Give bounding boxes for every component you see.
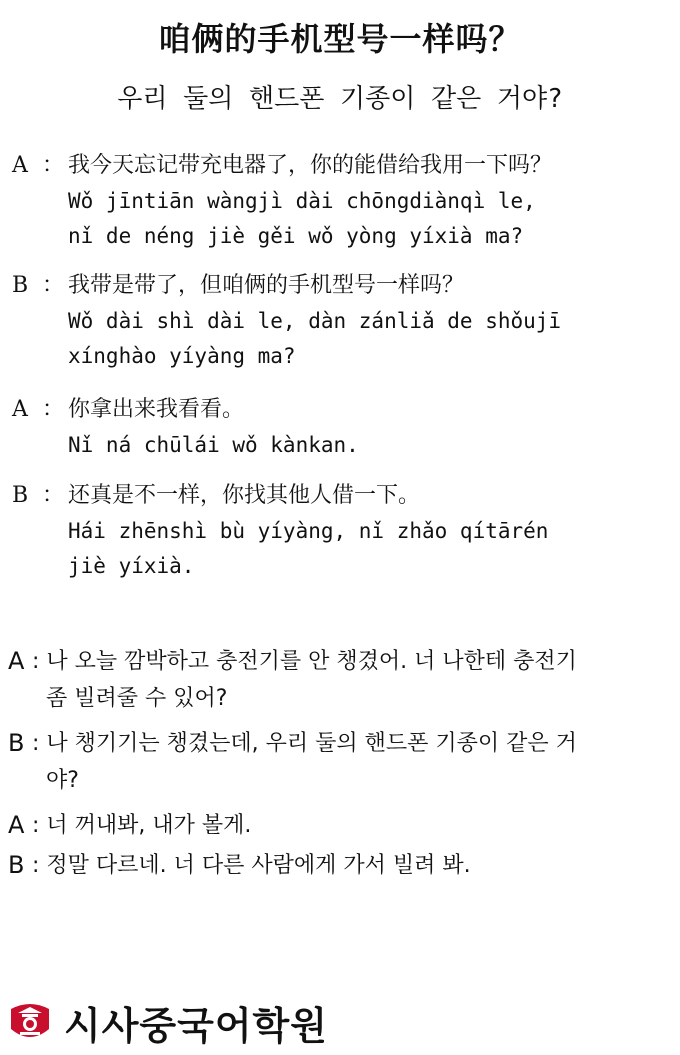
speaker-colon: ： [42, 273, 65, 298]
chinese-text: 还真是不一样，你找其他人借一下。 [68, 483, 421, 508]
chinese-text: 你拿出来我看看。 [68, 397, 245, 422]
korean-speaker: A [8, 811, 25, 839]
emblem-icon [8, 999, 52, 1045]
korean-text: : 나 오늘 깜박하고 충전기를 안 챙겼어. 너 나한테 충전기 [32, 649, 577, 674]
pinyin-text: Hái zhēnshì bù yíyàng, nǐ zhǎo qítārén [68, 519, 549, 543]
academy-logo [8, 998, 328, 1046]
pinyin-text: xínghào yíyàng ma? [68, 344, 296, 368]
korean-speaker: B [8, 851, 25, 879]
korean-text: : 정말 다르네. 너 다른 사람에게 가서 빌려 봐. [32, 853, 471, 878]
chinese-text: 我今天忘记带充电器了，你的能借给我用一下吗？ [68, 153, 553, 178]
pinyin-text: Nǐ ná chūlái wǒ kànkan. [68, 433, 359, 457]
speaker-colon: ： [42, 483, 65, 508]
korean-speaker: A [8, 647, 25, 675]
korean-text: : 너 꺼내봐, 내가 볼게. [32, 813, 252, 838]
speaker-colon: ： [42, 397, 65, 422]
chinese-text: 我带是带了，但咱俩的手机型号一样吗？ [68, 273, 465, 298]
pinyin-text: jiè yíxià. [68, 554, 195, 578]
speaker-label: A [12, 397, 28, 422]
pinyin-text: Wǒ jīntiān wàngjì dài chōngdiànqì le, [68, 189, 536, 213]
brand-name: 시사중국어학원 [64, 1003, 328, 1048]
korean-text-continued: 야? [46, 768, 79, 793]
speaker-label: B [12, 483, 29, 508]
pinyin-text: nǐ de néng jiè gěi wǒ yòng yíxià ma? [68, 224, 524, 248]
speaker-label: B [12, 273, 29, 298]
speaker-label: A [12, 153, 28, 178]
pinyin-text: Wǒ dài shì dài le, dàn zánliǎ de shǒujī [68, 309, 562, 333]
speaker-colon: ： [42, 153, 65, 178]
page-subtitle: 우리 둘의 핸드폰 기종이 같은 거야? [117, 84, 563, 114]
korean-speaker: B [8, 729, 25, 757]
page-title: 咱俩的手机型号一样吗？ [158, 20, 522, 58]
korean-text-continued: 좀 빌려줄 수 있어? [46, 686, 228, 711]
korean-text: : 나 챙기기는 챙겼는데, 우리 둘의 핸드폰 기종이 같은 거 [32, 731, 577, 756]
